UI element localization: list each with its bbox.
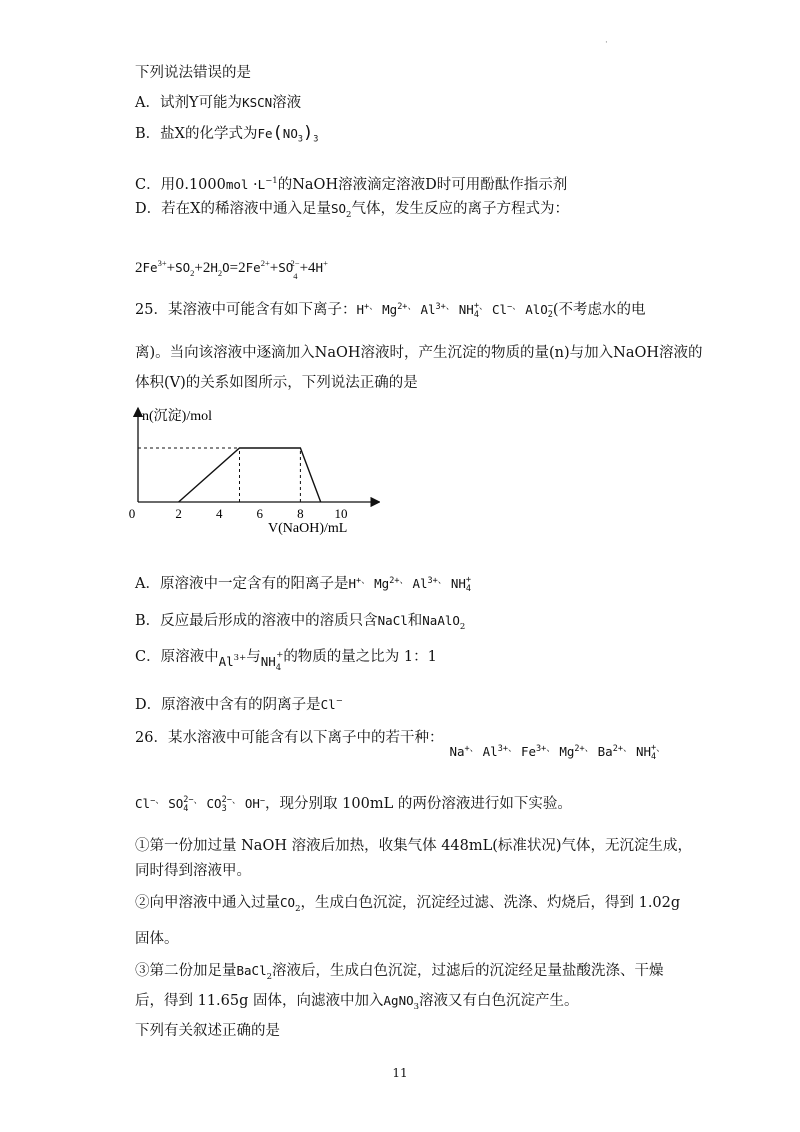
ion: $Mg^{2+、}$ xyxy=(374,576,409,592)
ion: $Al^{3+、}$ xyxy=(420,302,455,318)
ion: $Fe^{3+、}$ xyxy=(520,744,556,760)
q26-stem-line2: Cl−、 SO 2− 4 、 CO 2− 3 、 OH−，现分别取 100mL 的两份溶液进行如下实验。 xyxy=(135,794,572,814)
q25-option-b: B．反应最后形成的溶液中的溶质只含NaCl和NaAlO$_2$ xyxy=(135,613,466,632)
q26-step3-line2: 后，得到 11.65g 固体，向滤液中加入AgNO$_3$溶液又有白色沉淀产生。 xyxy=(135,993,579,1012)
page-number: 11 xyxy=(392,1066,408,1080)
x-tick-label: 4 xyxy=(215,506,223,521)
ion: $Ba^{2+、}$ xyxy=(597,744,632,760)
ion: Na+、 xyxy=(449,744,479,760)
ion: NH + 4 、 xyxy=(635,742,666,762)
ion: SO 2− 4 、 xyxy=(168,794,203,814)
x-tick-label: 8 xyxy=(297,506,304,521)
ion: $Mg^{2+、}$ xyxy=(559,744,594,760)
q26-ion-list-2 xyxy=(135,794,266,814)
q24-option-c: C．用$0.1000mol \cdot L^{-1}$的NaOH溶液滴定溶液D时可用酚酞作指示剂 xyxy=(135,176,568,193)
ion: CO 2− 3 、 xyxy=(206,794,241,814)
q26-prompt: 下列有关叙述正确的是 xyxy=(135,1023,280,1039)
q26-step2-line1: ②向甲溶液中通入过量$CO_2$，生成白色沉淀，沉淀经过滤、洗涤、灼烧后，得到 1.02g xyxy=(135,895,681,914)
chart-tick-labels xyxy=(129,506,348,521)
chart-y-label: n(沉淀)/mol xyxy=(142,409,212,424)
formula-fe-no3-3: $Fe(NO_3)_3$ xyxy=(257,123,319,145)
ionic-equation: $2Fe^{3+}+SO_2+2H_2O=2Fe^{2+}+SO_4^{2-}+4H^+$ xyxy=(135,258,328,281)
q25-option-d: D．原溶液中含有的阴离子是Cl− xyxy=(135,696,343,713)
precipitate-volume-chart xyxy=(120,400,380,535)
x-tick-label: 0 xyxy=(128,506,136,521)
q25-stem-line3: 体积(V)的关系如图所示，下列说法正确的是 xyxy=(135,375,418,391)
q25-ion-list xyxy=(356,300,553,320)
q26-step2-line2: 固体。 xyxy=(135,931,179,947)
q25-stem-line1: 25．某溶液中可能含有如下离子：H+、 $Mg^{2+、}$ $Al^{3+、}$ NH + 4 、 Cl−、 AlO − 2 (不考虑水的电 xyxy=(135,300,646,320)
q24-prompt: 下列说法错误的是 xyxy=(135,65,251,81)
ion: Cl−、 xyxy=(135,796,165,812)
ion: NH + 4 、 xyxy=(458,300,488,320)
q24-option-d: D．若在X的稀溶液中通入足量$SO_2$气体，发生反应的离子方程式为： xyxy=(135,201,569,220)
ion: NH + 4 xyxy=(450,574,471,594)
q26-step1-line2: 同时得到溶液甲。 xyxy=(135,863,251,879)
ion: OH− xyxy=(244,796,266,812)
series-line xyxy=(179,448,321,502)
q25-option-c: C．原溶液中$Al^{3+}$与$NH_4^+$的物质的量之比为 1：1 xyxy=(135,648,437,673)
ion: Cl−、 xyxy=(491,302,522,318)
ion: AlO − 2 xyxy=(525,300,553,320)
ion: $Al^{3+、}$ xyxy=(412,576,447,592)
ion: $Al^{3+、}$ xyxy=(482,744,517,760)
q25-option-a: A．原溶液中一定含有的阳离子是H+、 $Mg^{2+、}$ $Al^{3+、}$ NH + 4 xyxy=(135,574,471,594)
q26-step1-line1: ①第一份加过量 NaOH 溶液后加热，收集气体 448mL(标准状况)气体，无沉淀生成， xyxy=(135,838,693,854)
chart-series xyxy=(179,448,321,502)
x-tick-label: 2 xyxy=(175,506,182,521)
q25-stem-line2: 离)。当向该溶液中逐滴加入NaOH溶液时，产生沉淀的物质的量(n)与加入NaOH溶液的 xyxy=(135,345,703,361)
x-tick-label: 10 xyxy=(334,506,348,521)
page-mark: · xyxy=(605,38,608,48)
q25-option-a-ions xyxy=(348,574,471,594)
q26-ion-list-1 xyxy=(449,742,669,762)
q26-step3-line1: ③第二份加足量BaCl$_2$溶液后，生成白色沉淀，过滤后的沉淀经足量盐酸洗涤、干燥 xyxy=(135,963,664,982)
ion: H+、 xyxy=(348,576,371,592)
q26-stem-line1: 26．某水溶液中可能含有以下离子中的若干种：Na+、 $Al^{3+、}$ $Fe^{3+、}$ $Mg^{2+、}$ $Ba^{2+、}$ NH + 4 、 xyxy=(135,724,669,749)
ion: H+、 xyxy=(356,302,379,318)
q24-option-b: B．盐X的化学式为$Fe(NO_3)_3$ xyxy=(135,123,319,145)
x-tick-label: 6 xyxy=(256,506,264,521)
q24-option-a: A．试剂Y可能为KSCN溶液 xyxy=(135,95,302,111)
chart-x-label: V(NaOH)/mL xyxy=(268,521,348,535)
ion: $Mg^{2+、}$ xyxy=(382,302,417,318)
chart-dashed-guides xyxy=(138,448,300,502)
